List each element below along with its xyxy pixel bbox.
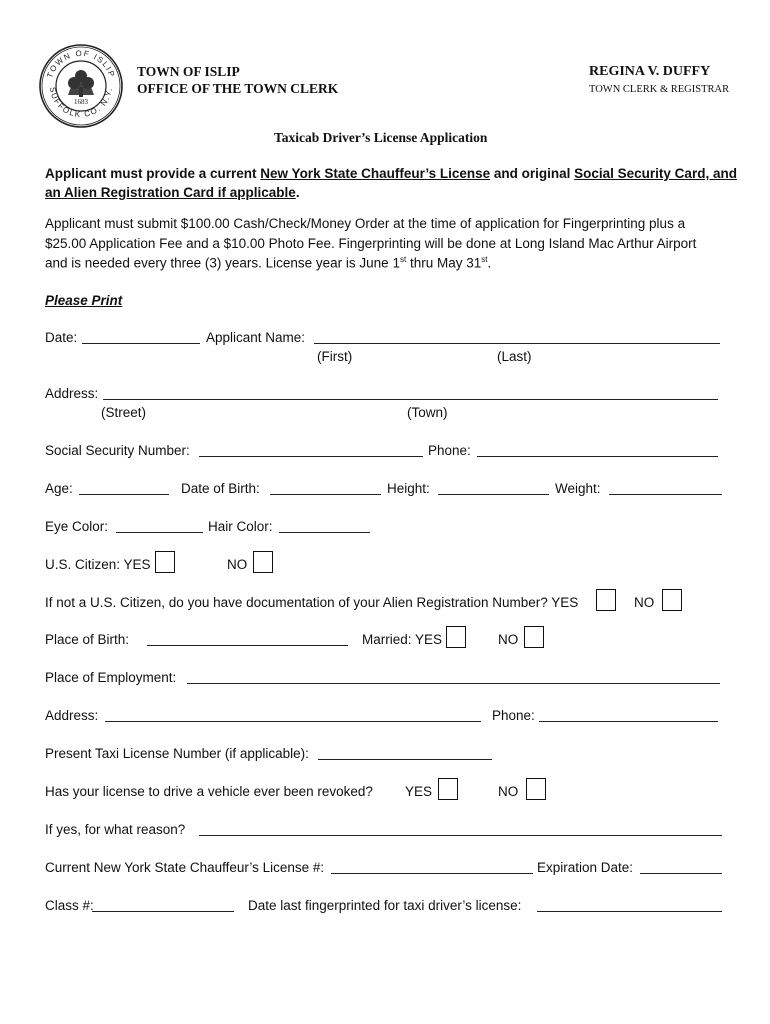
married-label: Married: YES xyxy=(362,632,443,647)
revoked-no-checkbox[interactable] xyxy=(526,778,546,800)
place-of-employment-field[interactable] xyxy=(187,683,720,684)
expiration-date-field[interactable] xyxy=(640,873,722,874)
class-label: Class #: xyxy=(45,898,94,913)
address-field[interactable] xyxy=(103,399,718,400)
town-seal-icon xyxy=(38,43,124,129)
weight-field[interactable] xyxy=(609,494,722,495)
applicant-name-label: Applicant Name: xyxy=(206,330,306,345)
date-fingerprinted-label: Date last fingerprinted for taxi driver’s license: xyxy=(248,898,522,913)
ssn-field[interactable] xyxy=(199,456,423,457)
intro-fees-line2: $25.00 Application Fee and a $10.00 Photo Fee. Fingerprinting will be done at Long Island Mac Arthur Airport xyxy=(45,236,697,251)
alien-no-checkbox[interactable] xyxy=(662,589,682,611)
office-name: OFFICE OF THE TOWN CLERK xyxy=(137,81,339,96)
alien-yes-checkbox[interactable] xyxy=(596,589,616,611)
intro-alien-requirement: an Alien Registration Card if applicable xyxy=(45,185,296,200)
chauffeur-license-field[interactable] xyxy=(331,873,533,874)
street-caption: (Street) xyxy=(101,405,147,420)
married-yes-checkbox[interactable] xyxy=(446,626,466,648)
age-label: Age: xyxy=(45,481,73,496)
intro-text: . xyxy=(295,185,300,200)
married-no-label: NO xyxy=(498,632,519,647)
citizen-yes-checkbox[interactable] xyxy=(155,551,175,573)
eye-color-field[interactable] xyxy=(116,532,203,533)
place-of-birth-field[interactable] xyxy=(147,645,348,646)
please-print-label: Please Print xyxy=(45,293,123,308)
citizen-no-checkbox[interactable] xyxy=(253,551,273,573)
citizen-label: U.S. Citizen: YES xyxy=(45,557,151,572)
employer-phone-field[interactable] xyxy=(539,721,718,722)
present-taxi-license-field[interactable] xyxy=(318,759,492,760)
clerk-title: TOWN CLERK & REGISTRAR xyxy=(589,84,730,95)
revoked-no-label: NO xyxy=(498,784,519,799)
seal-bottom-text: SUFFOLK CO. N.Y. xyxy=(47,86,115,120)
clerk-name: REGINA V. DUFFY xyxy=(589,64,711,79)
alien-no-label: NO xyxy=(634,595,655,610)
expiration-date-label: Expiration Date: xyxy=(537,860,634,875)
employer-address-label: Address: xyxy=(45,708,99,723)
date-field[interactable] xyxy=(82,343,200,344)
intro-text: and original xyxy=(490,166,575,181)
form-title: Taxicab Driver’s License Application xyxy=(274,130,488,145)
weight-label: Weight: xyxy=(555,481,601,496)
intro-fees-line3 xyxy=(45,255,491,271)
last-name-caption: (Last) xyxy=(497,349,532,364)
superscript: st xyxy=(481,255,488,264)
height-field[interactable] xyxy=(438,494,549,495)
revoked-reason-label: If yes, for what reason? xyxy=(45,822,186,837)
date-fingerprinted-field[interactable] xyxy=(537,911,722,912)
chauffeur-license-label: Current New York State Chauffeur’s License #: xyxy=(45,860,325,875)
age-field[interactable] xyxy=(79,494,169,495)
class-field[interactable] xyxy=(92,911,234,912)
revoked-yes-label: YES xyxy=(405,784,433,799)
revoked-reason-field[interactable] xyxy=(199,835,722,836)
hair-color-label: Hair Color: xyxy=(208,519,273,534)
hair-color-field[interactable] xyxy=(279,532,370,533)
applicant-name-field[interactable] xyxy=(314,343,720,344)
phone-field[interactable] xyxy=(477,456,718,457)
dob-label: Date of Birth: xyxy=(181,481,260,496)
intro-text: Applicant must provide a current xyxy=(45,166,261,181)
intro-text: . xyxy=(487,255,492,271)
married-no-checkbox[interactable] xyxy=(524,626,544,648)
eye-color-label: Eye Color: xyxy=(45,519,109,534)
town-name: TOWN OF ISLIP xyxy=(137,64,240,79)
seal-top-text: TOWN OF ISLIP xyxy=(45,48,117,80)
place-of-birth-label: Place of Birth: xyxy=(45,632,130,647)
place-of-employment-label: Place of Employment: xyxy=(45,670,177,685)
employer-address-field[interactable] xyxy=(105,721,481,722)
phone-label: Phone: xyxy=(428,443,471,458)
address-label: Address: xyxy=(45,386,99,401)
date-label: Date: xyxy=(45,330,78,345)
ssn-label: Social Security Number: xyxy=(45,443,190,458)
employer-phone-label: Phone: xyxy=(492,708,535,723)
intro-fees-line1: Applicant must submit $100.00 Cash/Check/Money Order at the time of application for Fingerprinting plus a xyxy=(45,216,686,231)
dob-field[interactable] xyxy=(270,494,381,495)
intro-ssn-requirement: Social Security Card, and xyxy=(574,166,737,181)
intro-text: thru May 31 xyxy=(406,255,482,271)
town-caption: (Town) xyxy=(407,405,448,420)
revoked-question: Has your license to drive a vehicle ever been revoked? xyxy=(45,784,373,799)
first-name-caption: (First) xyxy=(317,349,353,364)
height-label: Height: xyxy=(387,481,430,496)
intro-text: and is needed every three (3) years. License year is June 1 xyxy=(45,255,400,271)
present-taxi-license-label: Present Taxi License Number (if applicable): xyxy=(45,746,309,761)
intro-requirements-line1 xyxy=(45,166,737,181)
intro-requirements-line2 xyxy=(45,185,300,200)
citizen-no-label: NO xyxy=(227,557,248,572)
intro-license-requirement: New York State Chauffeur’s License xyxy=(260,166,491,181)
superscript: st xyxy=(399,255,407,264)
alien-question: If not a U.S. Citizen, do you have documentation of your Alien Registration Number? YES xyxy=(45,595,579,610)
seal-year: 1683 xyxy=(74,98,88,106)
revoked-yes-checkbox[interactable] xyxy=(438,778,458,800)
